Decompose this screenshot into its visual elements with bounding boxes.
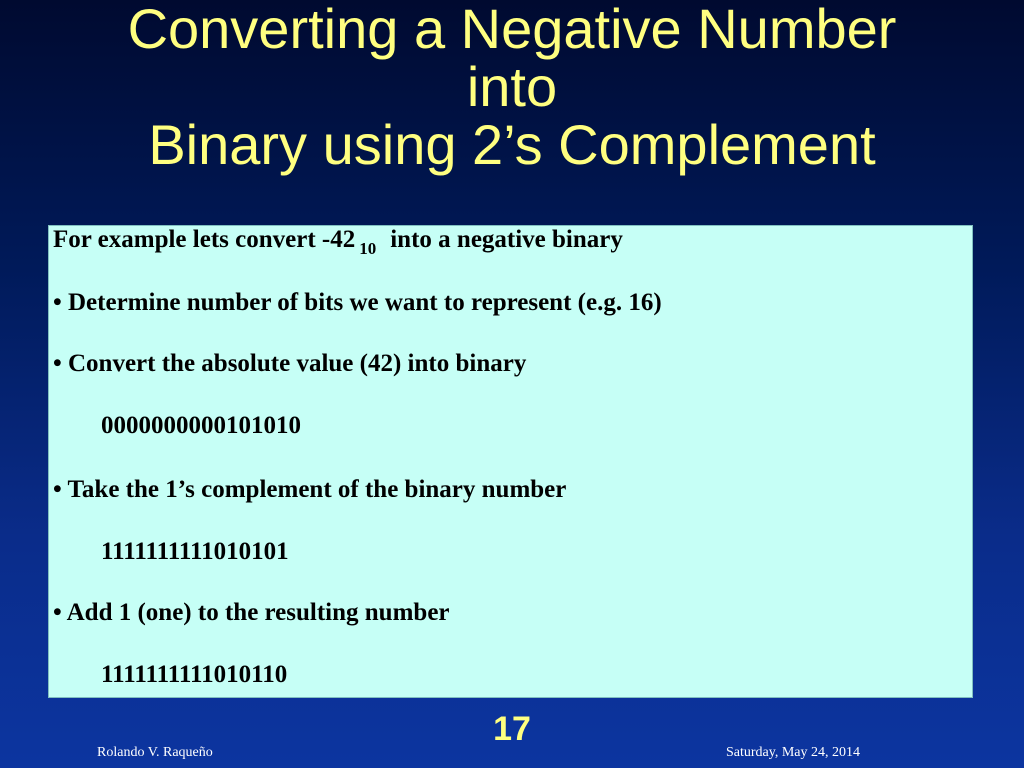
example-subscript: 10 [359, 239, 377, 258]
slide-title [0, 0, 1024, 174]
example-prefix: For example lets convert -42 [53, 226, 356, 253]
title-line-1: Converting a Negative Number [127, 0, 897, 60]
title-line-2: into [466, 55, 558, 118]
step-convert-absolute: • Convert the absolute value (42) into binary [53, 350, 527, 377]
example-suffix: into a negative binary [390, 226, 623, 253]
content-box [48, 225, 973, 698]
binary-absolute-value: 0000000000101010 [101, 412, 301, 439]
step-ones-complement: • Take the 1’s complement of the binary number [53, 476, 567, 503]
example-line [53, 226, 623, 258]
footer-date: Saturday, May 24, 2014 [726, 745, 861, 760]
footer-author: Rolando V. Raqueño [97, 745, 213, 760]
title-line-3: Binary using 2’s Complement [148, 113, 876, 176]
step-add-one: • Add 1 (one) to the resulting number [53, 599, 450, 626]
page-number: 17 [493, 710, 531, 748]
step-determine-bits: • Determine number of bits we want to represent (e.g. 16) [53, 289, 662, 316]
binary-result: 1111111111010110 [101, 661, 288, 688]
binary-ones-complement: 1111111111010101 [101, 538, 289, 565]
